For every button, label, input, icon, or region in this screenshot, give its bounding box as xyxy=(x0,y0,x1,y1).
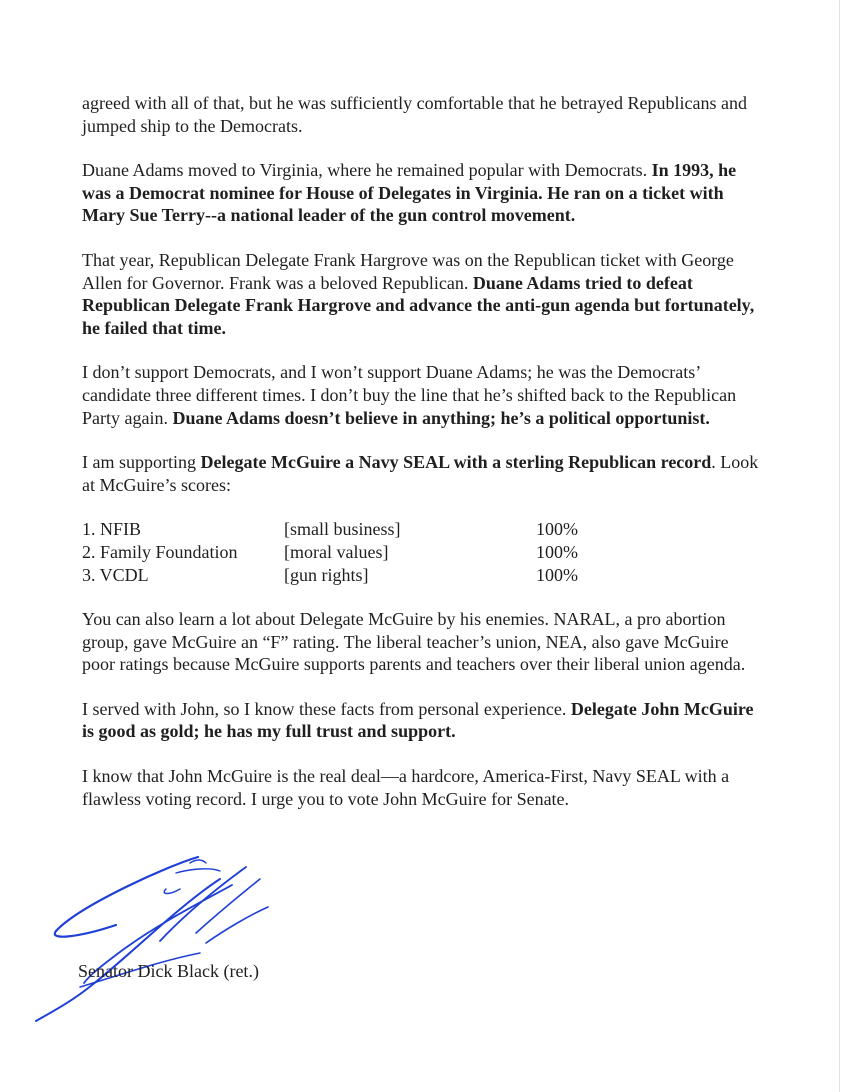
paragraph xyxy=(82,92,762,137)
paragraph xyxy=(82,361,762,429)
score-value: 100% xyxy=(536,564,578,585)
text-segment: I know that John McGuire is the real deal—a hardcore, America-First, Navy SEAL with a flawless voting record. I urge you to vote John McGuire for Senate. xyxy=(82,766,730,809)
scan-edge xyxy=(839,0,840,1092)
paragraph xyxy=(82,451,762,496)
paragraph xyxy=(82,159,762,227)
signoff-name: Senator Dick Black (ret.) xyxy=(78,961,259,981)
paragraph xyxy=(82,608,762,676)
bold-text-segment: Duane Adams doesn’t believe in anything; he’s a political opportunist. xyxy=(172,407,710,428)
text-segment: You can also learn a lot about Delegate McGuire by his enemies. NARAL, a pro abortion group, gave McGuire an “F” rating. The liberal teacher’s union, NEA, also gave McGuire poor ratings because McGuire supports parents and teachers over their liberal union agenda. xyxy=(82,609,746,675)
score-category: [gun rights] xyxy=(284,564,369,585)
score-value: 100% xyxy=(536,541,578,562)
text-segment: I don’t support Democrats, and I won’t support Duane Adams; he was the Democrats’ candidate three different times. I don’t buy the line that he’s shifted back to the Republican Party again. xyxy=(82,362,737,428)
bold-text-segment: Delegate McGuire a Navy SEAL with a sterling Republican record xyxy=(200,452,712,473)
score-row xyxy=(82,541,762,564)
text-segment: That year, Republican Delegate Frank Hargrove was on the Republican ticket with George Allen for Governor. Frank was a beloved Republican. xyxy=(82,249,734,293)
score-value: 100% xyxy=(536,519,578,540)
text-segment: Duane Adams moved to Virginia, where he remained popular with Democrats. xyxy=(82,160,652,181)
score-org: 3. VCDL xyxy=(82,564,149,585)
text-segment: agreed with all of that, but he was sufficiently comfortable that he betrayed Republicans and jumped ship to the Democrats. xyxy=(82,93,747,136)
bold-text-segment: In 1993, he was a Democrat nominee for House of Delegates in Virginia. He ran on a ticket with Mary Sue Terry--a national leader of the gun control movement. xyxy=(82,160,737,226)
bold-text-segment: Delegate John McGuire is good as gold; he has my full trust and support. xyxy=(82,698,754,742)
paragraphs-before-scores xyxy=(82,92,762,496)
score-row xyxy=(82,564,762,587)
paragraphs-after-scores xyxy=(82,608,762,810)
paragraph xyxy=(82,249,762,339)
text-segment: I am supporting xyxy=(82,452,201,473)
score-category: [moral values] xyxy=(284,541,389,562)
paragraph xyxy=(82,698,762,743)
score-org: 2. Family Foundation xyxy=(82,541,238,562)
scores-table xyxy=(82,518,762,586)
text-segment: I served with John, so I know these facts from personal experience. xyxy=(82,698,571,719)
score-row xyxy=(82,518,762,541)
letter-body xyxy=(82,92,762,832)
score-org: 1. NFIB xyxy=(82,519,142,540)
text-segment: . Look at McGuire’s scores: xyxy=(82,452,759,495)
bold-text-segment: Duane Adams tried to defeat Republican Delegate Frank Hargrove and advance the anti-gun agenda but fortunately, he failed that time. xyxy=(82,272,755,338)
paragraph xyxy=(82,765,762,810)
handwritten-signature xyxy=(20,845,340,1025)
score-category: [small business] xyxy=(284,519,401,540)
